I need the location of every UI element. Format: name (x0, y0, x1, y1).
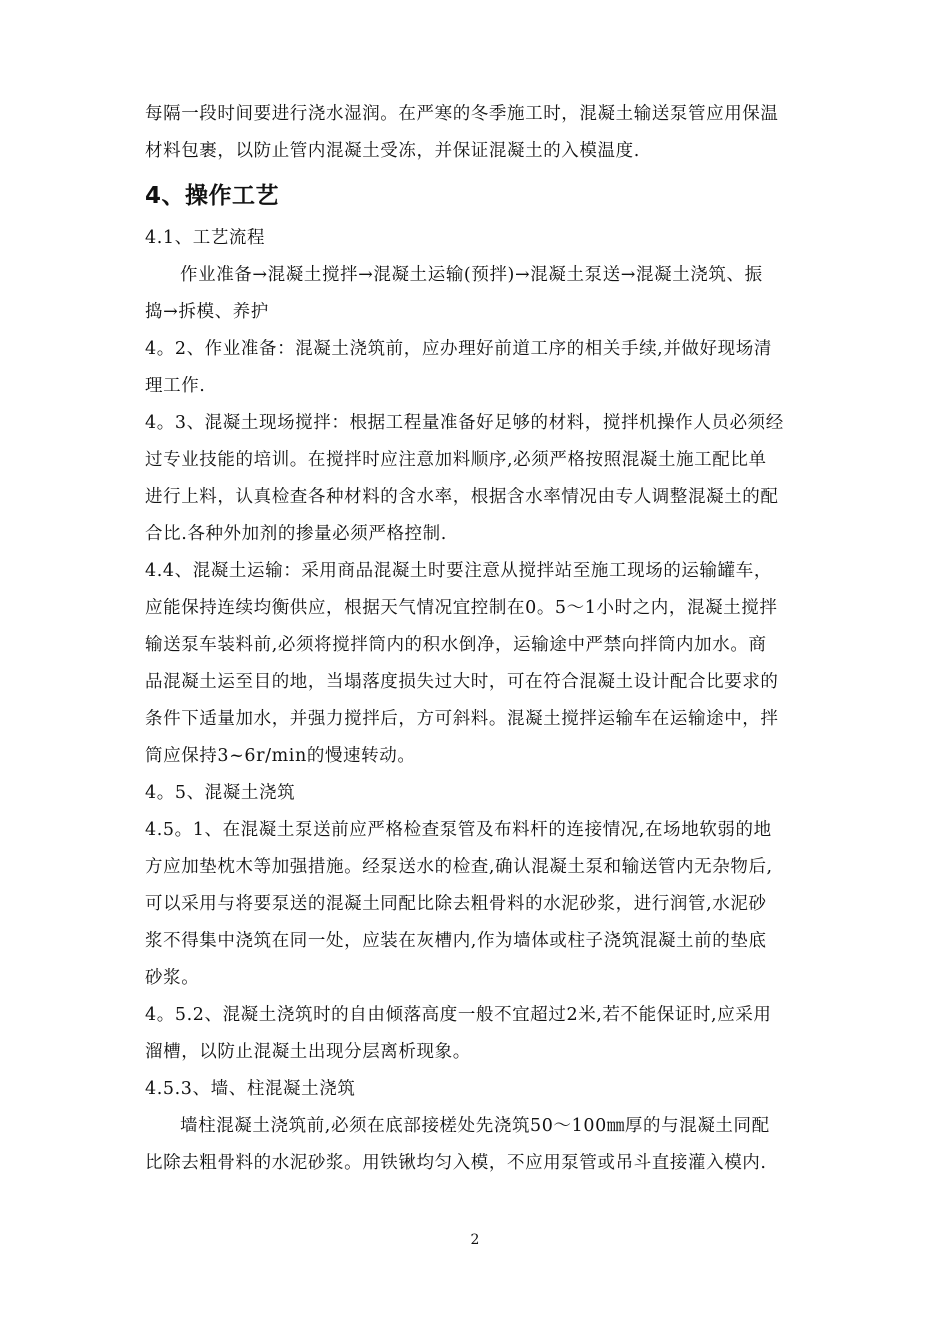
paragraph-line: 捣→拆模、养护 (145, 302, 269, 322)
paragraph-line: 条件下适量加水，并强力搅拌后，方可斜料。混凝土搅拌运输车在运输途中，拌 (145, 709, 779, 729)
paragraph-line: 理工作. (145, 376, 206, 396)
paragraph-line: 筒应保持3~6r/min的慢速转动。 (145, 746, 416, 766)
paragraph-line: 浆不得集中浇筑在同一处，应装在灰槽内,作为墙体或柱子浇筑混凝土前的垫底 (145, 931, 767, 951)
paragraph-line: 4.5。1、在混凝土泵送前应严格检查泵管及布料杆的连接情况,在场地软弱的地 (145, 820, 772, 840)
paragraph-line: 过专业技能的培训。在搅拌时应注意加料顺序,必须严格按照混凝土施工配比单 (145, 450, 767, 470)
paragraph-line: 方应加垫枕木等加强措施。经泵送水的检查,确认混凝土泵和输送管内无杂物后, (145, 857, 773, 877)
document-content (145, 96, 820, 1182)
paragraph-line: 合比.各种外加剂的掺量必须严格控制. (145, 524, 447, 544)
section-heading: 4、操作工艺 (145, 183, 280, 209)
paragraph-line: 作业准备→混凝土搅拌→混凝土运输(预拌)→混凝土泵送→混凝土浇筑、振 (180, 265, 763, 285)
paragraph-line: 比除去粗骨料的水泥砂浆。用铁锹均匀入模，不应用泵管或吊斗直接灌入模内. (145, 1153, 767, 1173)
paragraph-line: 砂浆。 (145, 968, 200, 988)
paragraph-line: 4.5.3、墙、柱混凝土浇筑 (145, 1079, 356, 1099)
paragraph-line: 溜槽，以防止混凝土出现分层离析现象。 (145, 1042, 471, 1062)
paragraph-line: 应能保持连续均衡供应，根据天气情况宜控制在0。5～1小时之内，混凝土搅拌 (145, 598, 778, 618)
section-body (145, 220, 820, 1182)
paragraph-line: 4.4、混凝土运输：采用商品混凝土时要注意从搅拌站至施工现场的运输罐车， (145, 561, 772, 581)
page-number: 2 (470, 1232, 480, 1248)
paragraph-line: 品混凝土运至目的地，当塌落度损失过大时，可在符合混凝土设计配合比要求的 (145, 672, 779, 692)
paragraph-line: 每隔一段时间要进行浇水湿润。在严寒的冬季施工时，混凝土输送泵管应用保温 (145, 104, 779, 124)
paragraph-line: 4。2、作业准备：混凝土浇筑前，应办理好前道工序的相关手续,并做好现场清 (145, 339, 772, 359)
paragraph-line: 可以采用与将要泵送的混凝土同配比除去粗骨料的水泥砂浆，进行润管,水泥砂 (145, 894, 767, 914)
paragraph-line: 4。5.2、混凝土浇筑时的自由倾落高度一般不宜超过2米,若不能保证时,应采用 (145, 1005, 772, 1025)
paragraph-line: 材料包裹，以防止管内混凝土受冻，并保证混凝土的入模温度. (145, 141, 640, 161)
paragraph-line: 4.1、工艺流程 (145, 228, 266, 248)
paragraph-line: 输送泵车装料前,必须将搅拌筒内的积水倒净，运输途中严禁向拌筒内加水。商 (145, 635, 767, 655)
paragraph-line: 4。3、混凝土现场搅拌：根据工程量准备好足够的材料，搅拌机操作人员必须经 (145, 413, 784, 433)
paragraph-line: 进行上料，认真检查各种材料的含水率，根据含水率情况由专人调整混凝土的配 (145, 487, 779, 507)
paragraph-line: 4。5、混凝土浇筑 (145, 783, 296, 803)
paragraph-line: 墙柱混凝土浇筑前,必须在底部接槎处先浇筑50～100㎜厚的与混凝土同配 (180, 1116, 770, 1136)
